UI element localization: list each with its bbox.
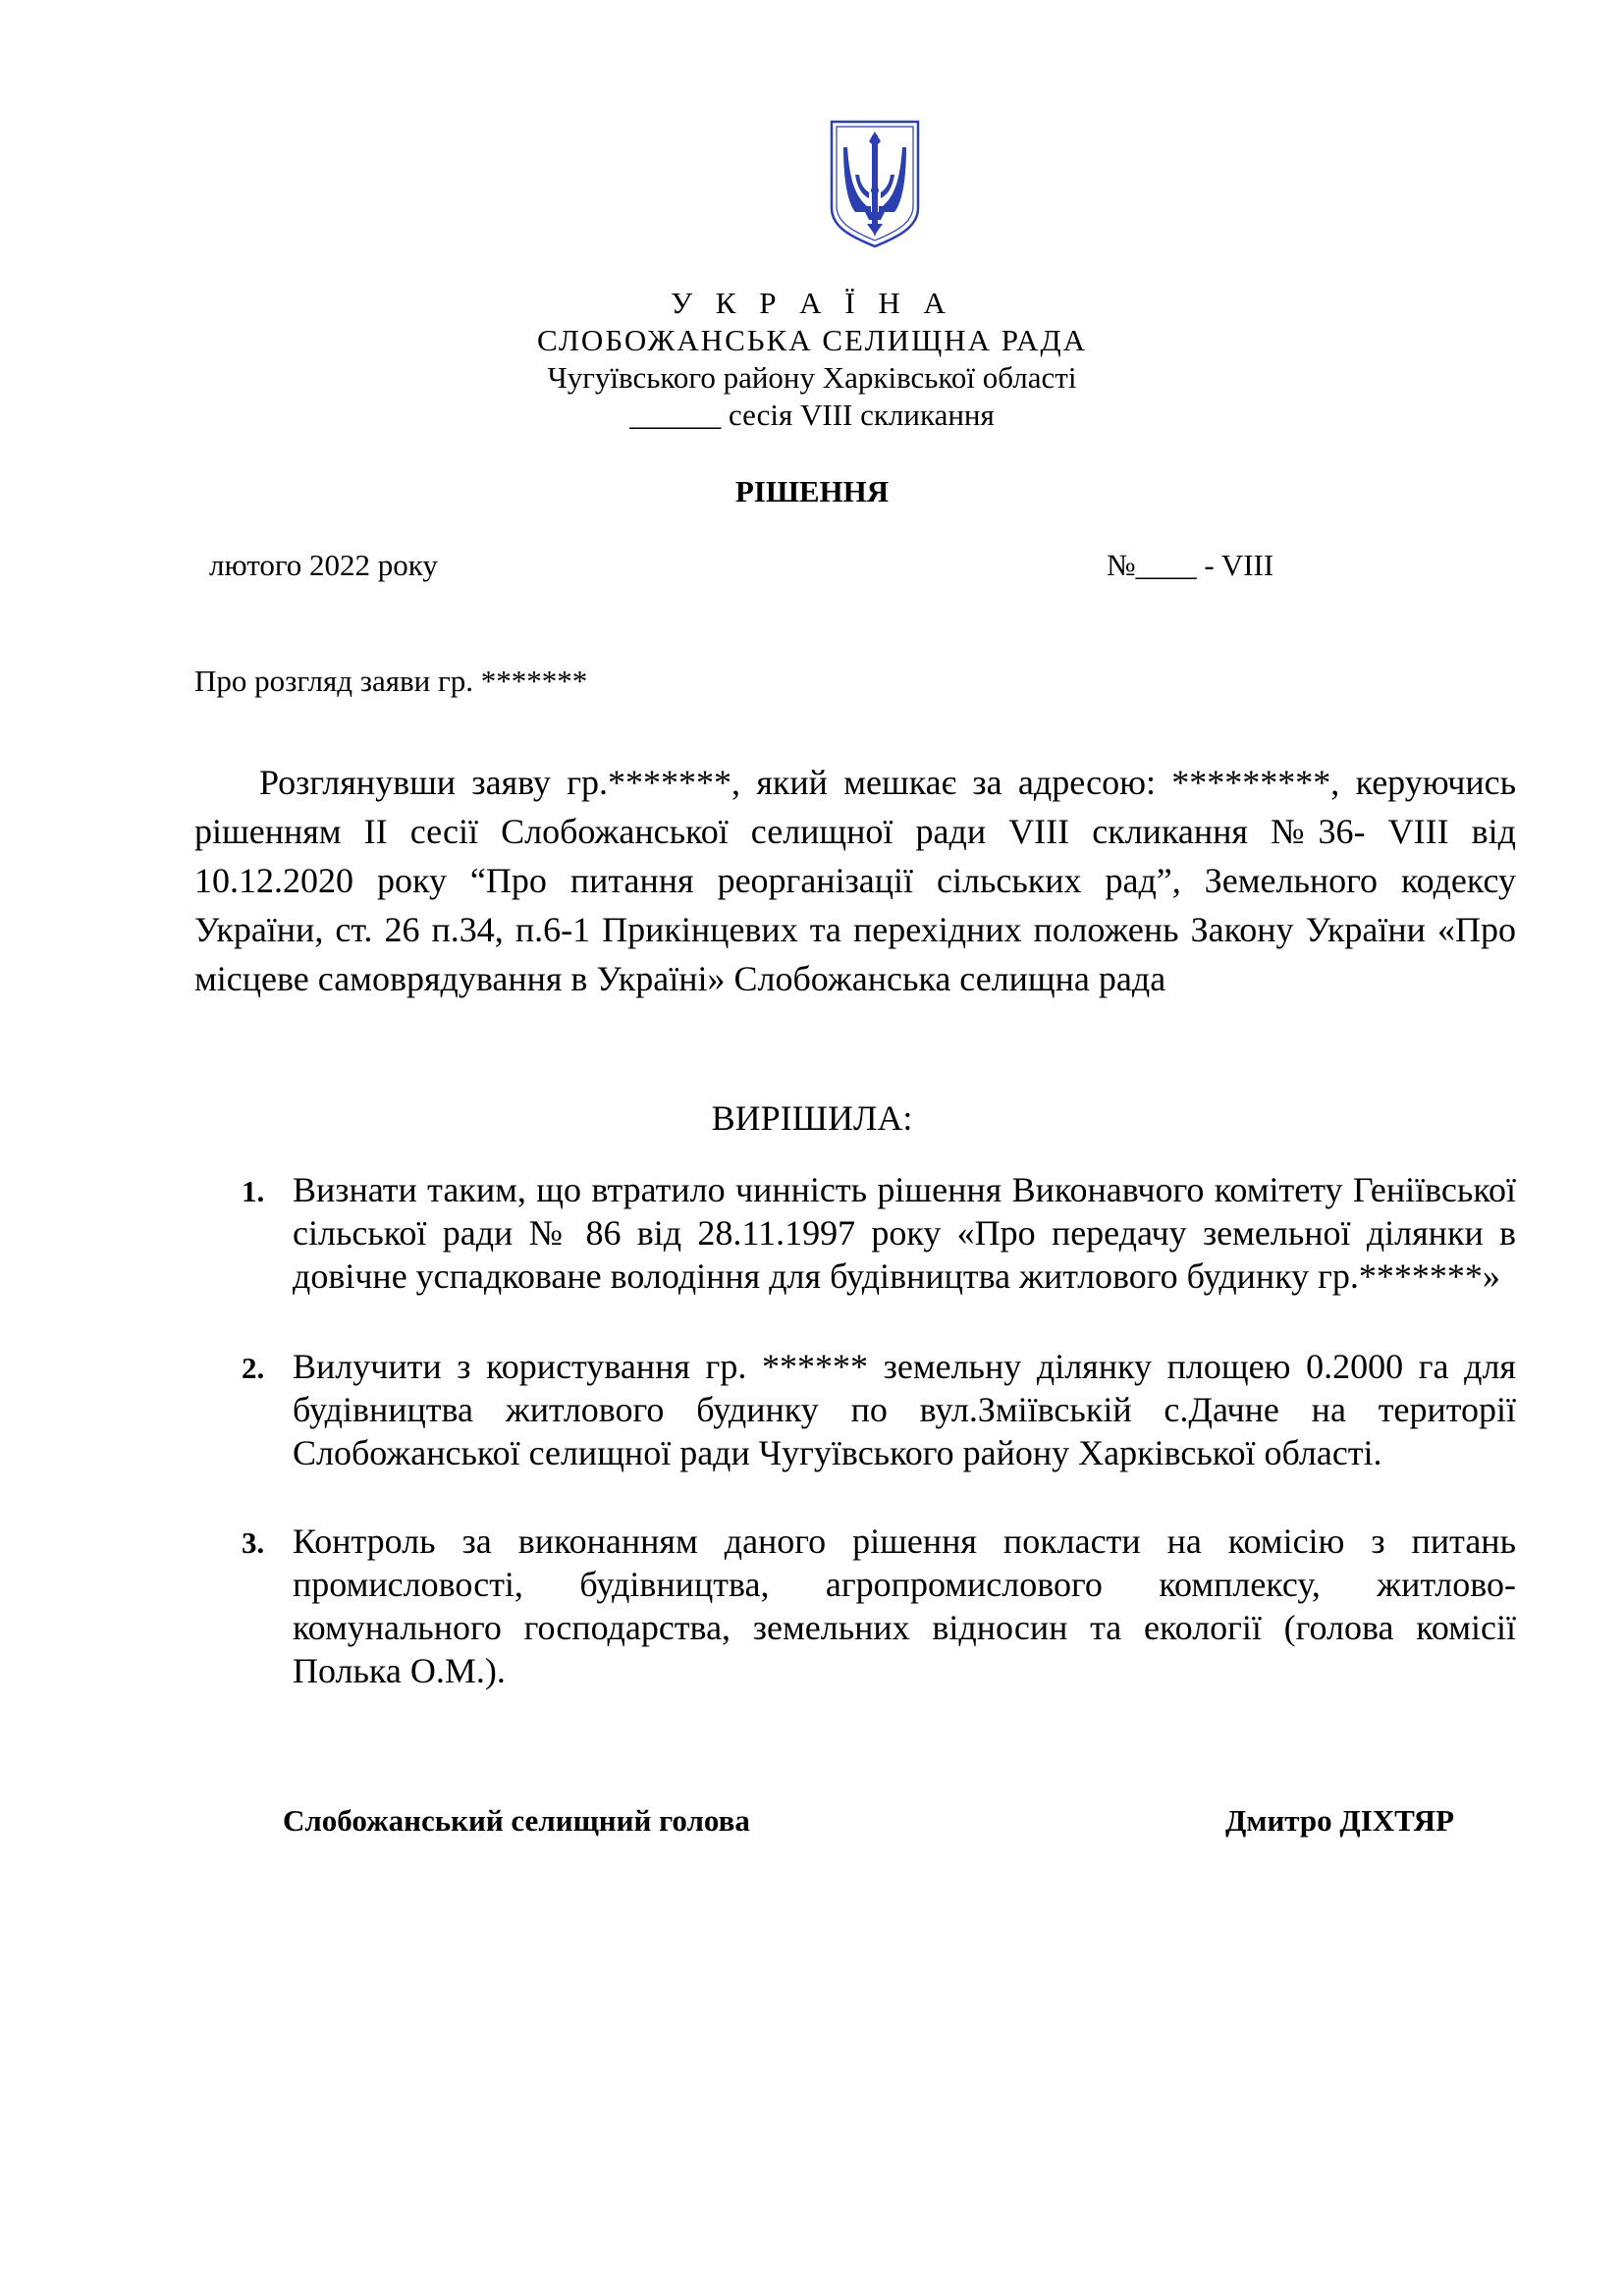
- document-title: РІШЕННЯ: [734, 474, 890, 508]
- decision-date: лютого 2022 року: [209, 548, 438, 582]
- preamble-paragraph: Розглянувши заяву гр.*******, який мешкає за адресою: *********, керуючись рішенням II сесії Слобожанської селищної ради VIII скликання №36- VIII від 10.12.2020 року “Про питання реорганізації сільських рад”, Земельного кодексу України, ст. 26 п.34, п.6-1 Прикінцевих та перехідних положень Закону України «Про місцеве самоврядування в Україні» Слобожанська селищна рада: [194, 763, 1516, 998]
- session-heading: ______ сесія VIII скликання: [629, 398, 995, 432]
- item-number: 3.: [242, 1525, 265, 1560]
- country-heading: У К Р А Ї Н А: [671, 286, 953, 320]
- item-number: 2.: [242, 1351, 265, 1385]
- council-heading: СЛОБОЖАНСЬКА СЕЛИЩНА РАДА: [537, 323, 1087, 357]
- signatory-name: Дмитро ДІХТЯР: [1225, 1803, 1454, 1838]
- list-item: Визнати таким, що втратило чинність рішення Виконавчого комітету Геніївської сільської ради № 86 від 28.11.1997 року «Про передачу земельної ділянки в довічне успадковане володіння для будівництва житлового будинку гр.*******»: [293, 1170, 1516, 1296]
- decision-subject: Про розгляд заяви гр. *******: [194, 664, 588, 698]
- list-item: Контроль за виконанням даного рішення покласти на комісію з питань промисловості, будівництва, агропромислового комплексу, житлово-комунального господарства, земельних відносин та екології (голова комісії Полька О.М.).: [293, 1522, 1516, 1690]
- list-item: Вилучити з користування гр. ****** земельну ділянку площею 0.2000 га для будівництва житлового будинку по вул.Зміївській с.Дачне на території Слобожанської селищної ради Чугуївського району Харківської області.: [293, 1347, 1516, 1472]
- decision-number: №____ - VIII: [1107, 548, 1274, 582]
- resolved-label: ВИРІШИЛА:: [711, 1098, 913, 1138]
- coat-of-arms-icon: [828, 118, 922, 250]
- item-number: 1.: [242, 1174, 265, 1208]
- signatory-role: Слобожанський селищний голова: [283, 1803, 750, 1838]
- district-heading: Чугуївського району Харківської області: [547, 360, 1077, 395]
